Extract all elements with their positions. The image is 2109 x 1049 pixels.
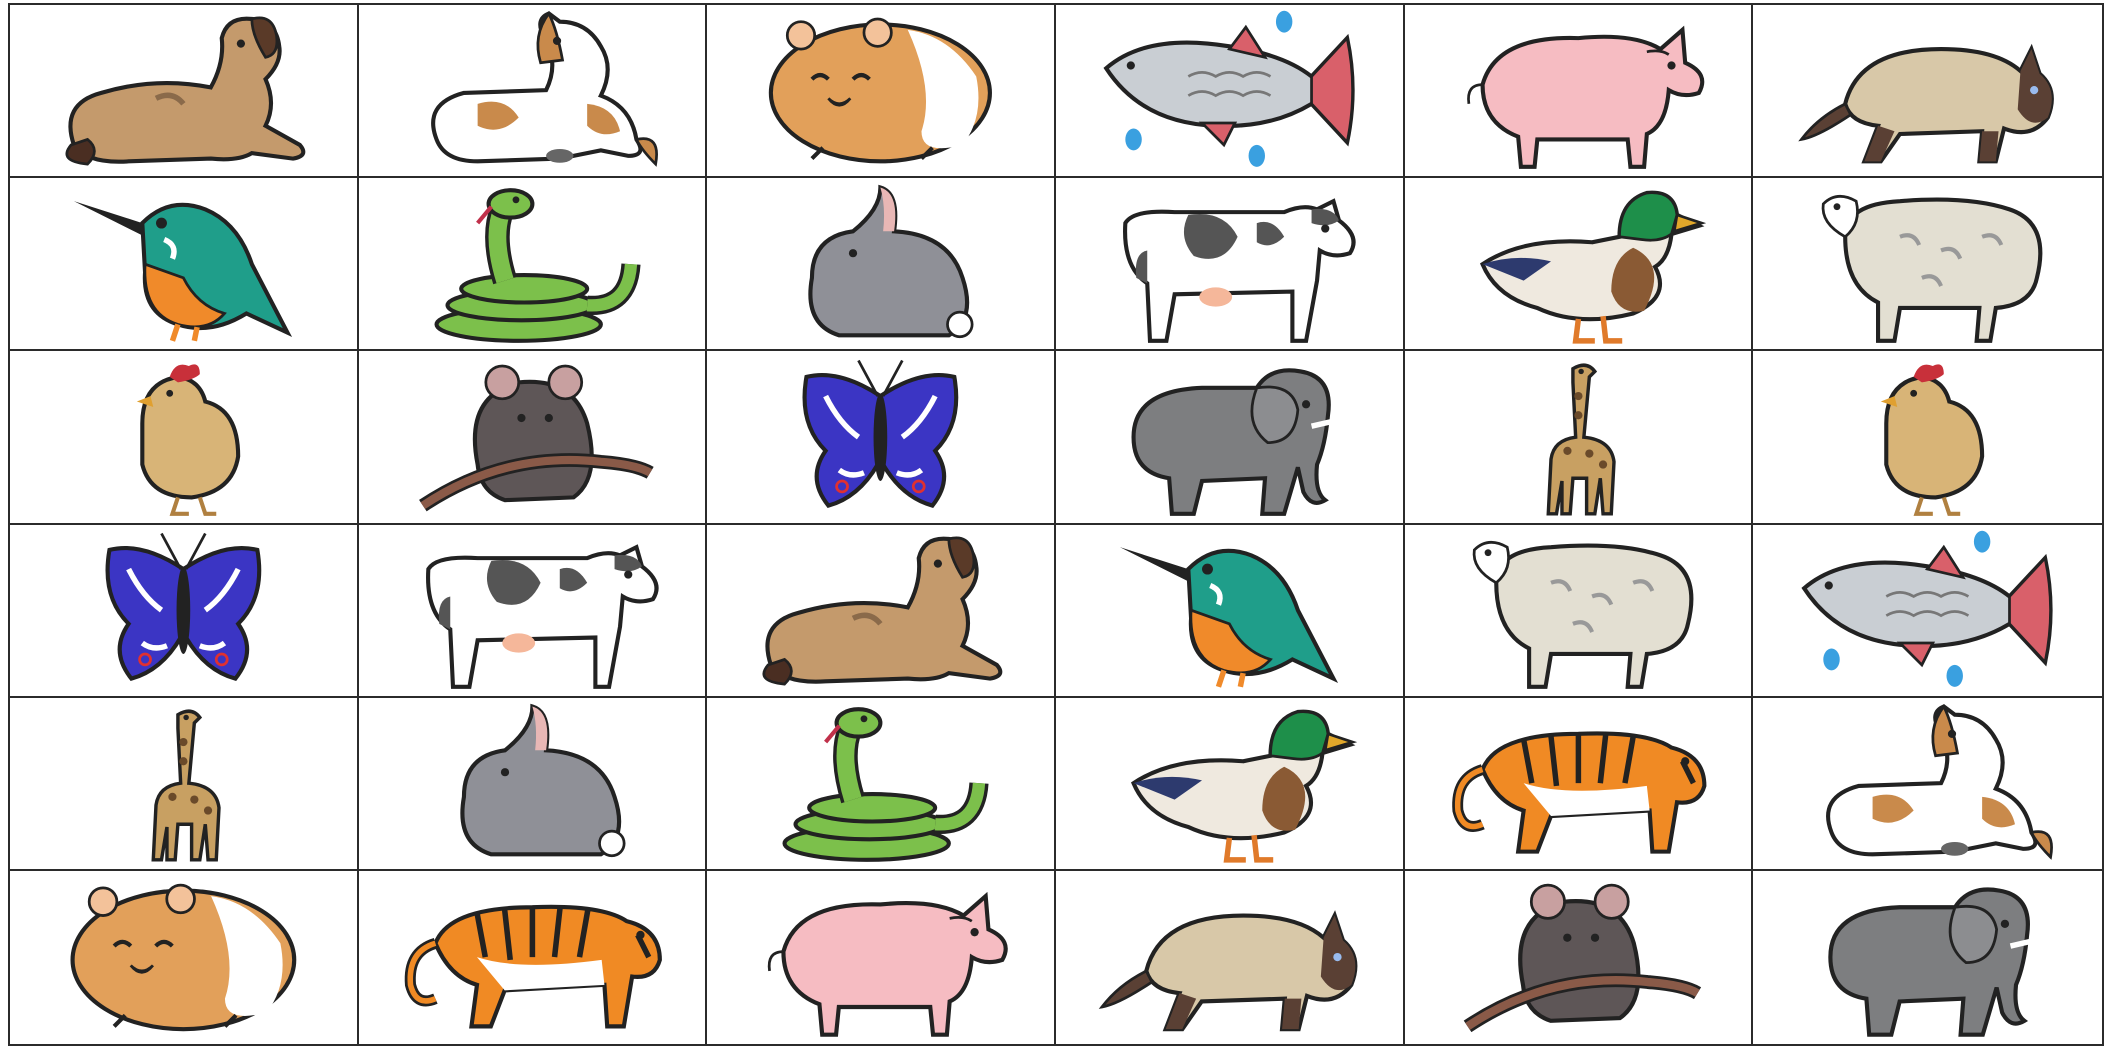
hen-icon	[1760, 355, 2095, 519]
animal-card[interactable]	[1056, 871, 1405, 1044]
animal-card[interactable]	[707, 351, 1056, 524]
elephant-icon	[1760, 874, 2095, 1040]
horse-icon	[1760, 701, 2095, 865]
animal-card[interactable]	[10, 698, 359, 871]
pig-icon	[714, 874, 1047, 1040]
kingfisher-icon	[1063, 528, 1396, 692]
animal-card[interactable]	[1056, 178, 1405, 351]
animal-card[interactable]	[707, 525, 1056, 698]
giraffe-icon	[17, 701, 350, 865]
kingfisher-icon	[17, 182, 350, 346]
animal-card[interactable]	[1405, 871, 1754, 1044]
dog-icon	[17, 8, 350, 172]
rabbit-icon	[366, 701, 699, 865]
fish-icon	[1760, 528, 2095, 692]
hen-icon	[17, 355, 350, 519]
elephant-icon	[1063, 355, 1396, 519]
dog-icon	[714, 528, 1047, 692]
duck-icon	[1412, 182, 1745, 346]
animal-card-grid	[8, 3, 2104, 1046]
cat-icon	[1760, 8, 2095, 172]
giraffe-icon	[1412, 355, 1745, 519]
rat-icon	[1412, 874, 1745, 1040]
animal-card[interactable]	[1056, 698, 1405, 871]
sheep-icon	[1412, 528, 1745, 692]
animal-card[interactable]	[10, 178, 359, 351]
animal-card[interactable]	[359, 178, 708, 351]
rabbit-icon	[714, 182, 1047, 346]
animal-card[interactable]	[707, 698, 1056, 871]
animal-card[interactable]	[707, 871, 1056, 1044]
cat-icon	[1063, 874, 1396, 1040]
animal-card[interactable]	[1056, 525, 1405, 698]
butterfly-icon	[17, 528, 350, 692]
animal-card[interactable]	[1753, 525, 2102, 698]
duck-icon	[1063, 701, 1396, 865]
fish-icon	[1063, 8, 1396, 172]
animal-card[interactable]	[707, 178, 1056, 351]
animal-card[interactable]	[1405, 698, 1754, 871]
animal-card[interactable]	[359, 525, 708, 698]
animal-card[interactable]	[1056, 5, 1405, 178]
animal-card[interactable]	[1405, 525, 1754, 698]
tiger-icon	[366, 874, 699, 1040]
hamster-icon	[17, 874, 350, 1040]
animal-card[interactable]	[1405, 5, 1754, 178]
animal-card[interactable]	[1405, 351, 1754, 524]
animal-card[interactable]	[359, 351, 708, 524]
animal-card[interactable]	[359, 871, 708, 1044]
animal-card[interactable]	[1405, 178, 1754, 351]
animal-card[interactable]	[10, 525, 359, 698]
rat-icon	[366, 355, 699, 519]
animal-card[interactable]	[1753, 871, 2102, 1044]
snake-icon	[714, 701, 1047, 865]
animal-card[interactable]	[1753, 5, 2102, 178]
horse-icon	[366, 8, 699, 172]
animal-card[interactable]	[1753, 351, 2102, 524]
butterfly-icon	[714, 355, 1047, 519]
cow-icon	[366, 528, 699, 692]
cow-icon	[1063, 182, 1396, 346]
animal-card[interactable]	[1753, 698, 2102, 871]
animal-card[interactable]	[10, 5, 359, 178]
animal-card[interactable]	[10, 351, 359, 524]
animal-card[interactable]	[359, 5, 708, 178]
pig-icon	[1412, 8, 1745, 172]
hamster-icon	[714, 8, 1047, 172]
snake-icon	[366, 182, 699, 346]
sheep-icon	[1760, 182, 2095, 346]
animal-card[interactable]	[1753, 178, 2102, 351]
animal-card[interactable]	[10, 871, 359, 1044]
tiger-icon	[1412, 701, 1745, 865]
animal-card[interactable]	[1056, 351, 1405, 524]
animal-card[interactable]	[707, 5, 1056, 178]
animal-card[interactable]	[359, 698, 708, 871]
